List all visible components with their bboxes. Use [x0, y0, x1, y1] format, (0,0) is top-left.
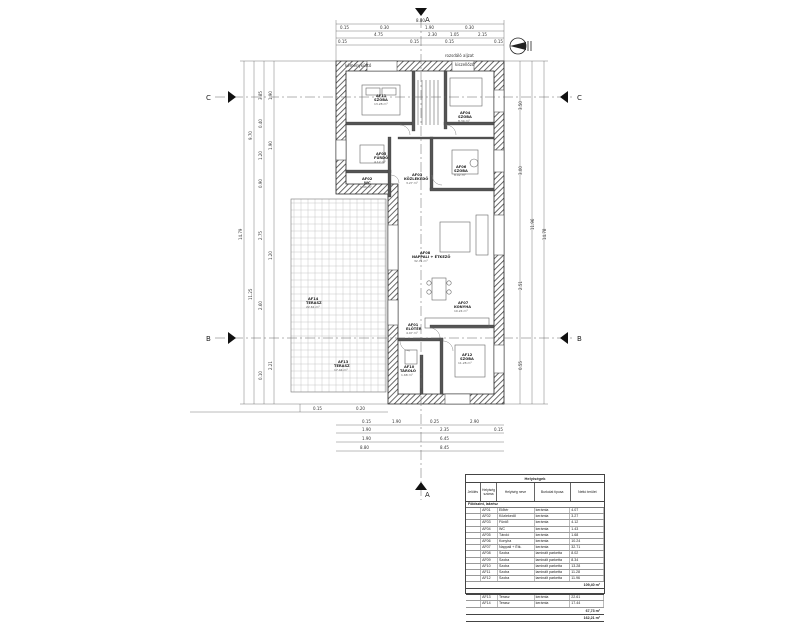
- dim-left-c3-0: 1.90: [268, 91, 273, 100]
- dim-left-c2-0: 3.85: [258, 91, 263, 100]
- table-cell: AF12: [481, 576, 498, 581]
- table-cell: kerámia: [535, 533, 571, 538]
- table-cell: 22.61: [570, 595, 604, 600]
- svg-text:3.27 m²: 3.27 m²: [406, 181, 418, 185]
- dim-left-b: 11.25: [248, 288, 253, 300]
- table-title: Helyiségek: [466, 475, 604, 483]
- dim-top-r4-3: 0.15: [494, 39, 503, 44]
- dim-left-c3-3: 2.21: [268, 361, 273, 370]
- table-cell: laminált parketta: [535, 576, 571, 581]
- dim-left-c2-5: 2.60: [258, 301, 263, 310]
- svg-text:AF12: AF12: [462, 353, 473, 357]
- svg-text:10.24 m²: 10.24 m²: [454, 309, 468, 313]
- table-cell: Tároló: [498, 533, 535, 538]
- table-cell: 11.96: [570, 576, 604, 581]
- room-label: [454, 165, 468, 177]
- table-cell: Terasz: [498, 601, 535, 606]
- room-label: [406, 323, 422, 335]
- svg-text:SZOBA: SZOBA: [460, 357, 474, 361]
- dim-top-r4-2: 0.15: [445, 39, 454, 44]
- table-cell: [466, 564, 481, 569]
- svg-text:22.61 m²: 22.61 m²: [306, 305, 320, 309]
- dim-top-r2-3: 0.30: [465, 25, 474, 30]
- svg-text:SZOBA: SZOBA: [454, 169, 468, 173]
- table-cell: 13.28: [570, 564, 604, 569]
- table-cell: kerámia: [535, 601, 571, 606]
- table-cell: kerámia: [535, 508, 571, 513]
- table-cell: Szoba: [498, 558, 535, 563]
- dim-bot-l1: 0.20: [356, 406, 365, 411]
- dim-left-c2-2: 1.20: [258, 151, 263, 160]
- dim-top-r3-2: 1.05: [450, 32, 459, 37]
- svg-text:4.12 m²: 4.12 m²: [374, 160, 386, 164]
- svg-text:AF10: AF10: [404, 365, 415, 369]
- col-header: Burkolat típusa: [535, 483, 571, 501]
- dim-top-r4-0: 0.15: [338, 39, 347, 44]
- dim-right-col-3: 0.55: [518, 361, 523, 370]
- north-arrow-icon: [510, 38, 531, 54]
- dim-top-r3-3: 2.15: [478, 32, 487, 37]
- table-cell: laminált parketta: [535, 551, 571, 556]
- table-rows: [466, 508, 604, 582]
- svg-text:AF07: AF07: [458, 301, 469, 305]
- svg-text:13.28 m²: 13.28 m²: [374, 102, 388, 106]
- dim-left-c2-4: 2.75: [258, 231, 263, 240]
- svg-text:AF06: AF06: [456, 165, 467, 169]
- svg-text:8.34 m²: 8.34 m²: [458, 119, 470, 123]
- dim-bot-r1-1: 1.90: [392, 419, 401, 424]
- table-cell: [466, 558, 481, 563]
- note-chimney: kéménykürtő: [345, 63, 372, 68]
- room-label: [374, 152, 388, 164]
- table-cell: [466, 551, 481, 556]
- dim-left-c3-2: 1.20: [268, 251, 273, 260]
- dim-right-col-1: 3.00: [518, 166, 523, 175]
- table-cell: [466, 601, 481, 606]
- table-cell: [466, 520, 481, 525]
- note-top: rozsdáló aljzat: [445, 53, 474, 58]
- table-cell: [466, 514, 481, 519]
- svg-text:TERASZ: TERASZ: [306, 301, 322, 305]
- table-cell: AF13: [481, 595, 498, 600]
- dim-right-col-0: 3.50: [518, 101, 523, 110]
- table-cell: 8.34: [570, 558, 604, 563]
- section-b-left: B: [206, 335, 211, 343]
- room-label: [458, 353, 474, 365]
- table-total-2: 67,73 m²: [466, 608, 604, 615]
- svg-text:AF05: AF05: [376, 152, 387, 156]
- table-cell: Szoba: [498, 564, 535, 569]
- table-cell: 4.12: [570, 520, 604, 525]
- col-header: Helyiség száma: [481, 483, 498, 501]
- table-cell: 10.24: [570, 539, 604, 544]
- table-cell: [466, 595, 481, 600]
- table-cell: kerámia: [535, 520, 571, 525]
- dim-top-r4-1: 0.15: [410, 39, 419, 44]
- svg-text:AF08: AF08: [420, 251, 431, 255]
- table-cell: WC: [498, 527, 535, 532]
- col-header: Helyiség neve: [497, 483, 534, 501]
- dim-bot-r1-3: 2.90: [470, 419, 479, 424]
- col-header: Nettó terület: [578, 490, 597, 494]
- section-a-bottom: A: [425, 491, 430, 499]
- table-cell: [466, 533, 481, 538]
- section-c-left: C: [206, 94, 211, 102]
- svg-text:AF04: AF04: [460, 111, 471, 115]
- dim-bot-r1-0: 0.15: [362, 419, 371, 424]
- dim-bot-l0: 0.15: [313, 406, 322, 411]
- table-cell: [466, 527, 481, 532]
- table-cell: [466, 539, 481, 544]
- svg-text:SZOBA: SZOBA: [374, 98, 388, 102]
- svg-text:11.28 m²: 11.28 m²: [458, 361, 472, 365]
- dim-left-c: 9.70: [248, 131, 253, 140]
- svg-text:NAPPALI + ÉTKEZŐ: NAPPALI + ÉTKEZŐ: [412, 255, 451, 259]
- table-total-3: 162,21 m²: [466, 615, 604, 622]
- room-label: [404, 173, 428, 185]
- table-cell: [466, 545, 481, 550]
- dim-bot-r2-0: 1.90: [362, 427, 371, 432]
- dim-right-col-2: 2.51: [518, 281, 523, 290]
- table-cell: Szoba: [498, 576, 535, 581]
- table-cell: AF08: [481, 551, 498, 556]
- table-cell: laminált parketta: [535, 558, 571, 563]
- dim-bot-r1-2: 0.25: [430, 419, 439, 424]
- section-b-right: B: [577, 335, 582, 343]
- dim-bot-r4-0: 8.80: [360, 445, 369, 450]
- table-cell: [466, 508, 481, 513]
- dim-top-r2-0: 0.15: [340, 25, 349, 30]
- svg-text:AF02: AF02: [362, 177, 373, 181]
- table-cell: kerámia: [535, 545, 571, 550]
- table-cell: Szoba: [498, 570, 535, 575]
- table-cell: Fürdő: [498, 520, 535, 525]
- dim-right-b: 11.96: [530, 218, 535, 230]
- dim-bot-r3-1: 6.45: [440, 436, 449, 441]
- table-cell: Konyha: [498, 539, 535, 544]
- table-cell: [466, 576, 481, 581]
- table-cell: AF05: [481, 533, 498, 538]
- svg-text:AF03: AF03: [412, 173, 423, 177]
- note-top2: kiszellőző: [455, 62, 475, 67]
- svg-text:KONYHA: KONYHA: [454, 305, 472, 309]
- table-header: [466, 483, 604, 502]
- svg-text:AF01: AF01: [408, 323, 419, 327]
- table-cell: 17.44: [570, 601, 604, 606]
- table-cell: AF10: [481, 564, 498, 569]
- dim-top-total: 8.80: [416, 18, 425, 23]
- dim-right-a: 14.78: [542, 228, 547, 240]
- svg-text:AF11: AF11: [376, 94, 387, 98]
- svg-text:KÖZLEKEDŐ: KÖZLEKEDŐ: [404, 177, 429, 181]
- room-label: [458, 111, 472, 123]
- table-cell: Nappali + Étk.: [498, 545, 535, 550]
- dim-bot-r2-1: 2.35: [440, 427, 449, 432]
- door-swings: [391, 125, 456, 351]
- table-cell: AF11: [481, 570, 498, 575]
- table-cell: laminált parketta: [535, 570, 571, 575]
- table-cell: AF03: [481, 520, 498, 525]
- svg-text:FÜRDŐ: FÜRDŐ: [374, 156, 389, 160]
- section-c-right: C: [577, 94, 582, 102]
- dim-top-r3-0: 4.75: [374, 32, 383, 37]
- room-label: [374, 94, 388, 106]
- table-cell: AF02: [481, 514, 498, 519]
- table-cell: kerámia: [535, 595, 571, 600]
- dim-left-total: 14.79: [238, 228, 243, 240]
- table-cell: kerámia: [535, 527, 571, 532]
- svg-text:AF14: AF14: [308, 297, 319, 301]
- svg-text:32.71 m²: 32.71 m²: [414, 259, 428, 263]
- table-cell: 1.43: [570, 527, 604, 532]
- dim-top-r2-1: 0.30: [380, 25, 389, 30]
- table-cell: 3.27: [570, 514, 604, 519]
- table-cell: 11.28: [570, 570, 604, 575]
- table-cell: AF09: [481, 558, 498, 563]
- dim-bot-r3-0: 1.90: [362, 436, 371, 441]
- svg-text:TERASZ: TERASZ: [334, 364, 350, 368]
- svg-text:AF13: AF13: [338, 360, 349, 364]
- dim-left-c2-3: 0.90: [258, 179, 263, 188]
- dim-bot-r4-1: 8.45: [440, 445, 449, 450]
- table-cell: [466, 570, 481, 575]
- svg-text:ELŐTÉR: ELŐTÉR: [406, 327, 422, 331]
- svg-text:1.43 m²: 1.43 m²: [360, 185, 372, 189]
- room-label: [454, 301, 471, 313]
- room-label: [412, 251, 450, 263]
- dim-left-c2-6: 0.10: [258, 371, 263, 380]
- svg-text:17.44 m²: 17.44 m²: [334, 368, 348, 372]
- svg-text:4.07 m²: 4.07 m²: [406, 331, 418, 335]
- table-cell: 32.71: [570, 545, 604, 550]
- table-cell: AF06: [481, 539, 498, 544]
- room-label: [400, 365, 416, 377]
- table-cell: Közlekedő: [498, 514, 535, 519]
- room-schedule-table: [465, 474, 605, 620]
- table-cell: kerámia: [535, 514, 571, 519]
- svg-text:8.02 m²: 8.02 m²: [454, 173, 466, 177]
- svg-text:SZOBA: SZOBA: [458, 115, 472, 119]
- table-cell: AF01: [481, 508, 498, 513]
- table-cell: 4.07: [570, 508, 604, 513]
- table-cell: Szoba: [498, 551, 535, 556]
- section-a-top: A: [425, 16, 430, 24]
- svg-text:TÁROLÓ: TÁROLÓ: [400, 369, 416, 373]
- table-cell: kerámia: [535, 539, 571, 544]
- table-cell: laminált parketta: [535, 564, 571, 569]
- table-rows: [466, 595, 604, 607]
- table-cell: AF14: [481, 601, 498, 606]
- table-cell: Terasz: [498, 595, 535, 600]
- table-cell: Előtér: [498, 508, 535, 513]
- svg-text:WC: WC: [364, 181, 371, 185]
- table-cell: AF04: [481, 527, 498, 532]
- svg-text:1.68 m²: 1.68 m²: [401, 373, 413, 377]
- table-cell: AF07: [481, 545, 498, 550]
- dim-top-r3-1: 2.30: [428, 32, 437, 37]
- dim-left-c2-1: 0.40: [258, 119, 263, 128]
- table-total-1: 109,40 m²: [466, 582, 604, 589]
- dim-top-r2-2: 1.90: [425, 25, 434, 30]
- col-header: Jelölés: [466, 483, 481, 501]
- table-cell: 1.68: [570, 533, 604, 538]
- dim-left-c3-1: 1.90: [268, 141, 273, 150]
- dim-bot-r2-2: 0.15: [494, 427, 503, 432]
- table-group-title: Földszint, lakrész: [466, 502, 604, 508]
- table-cell: 8.02: [570, 551, 604, 556]
- room-label: [360, 177, 373, 189]
